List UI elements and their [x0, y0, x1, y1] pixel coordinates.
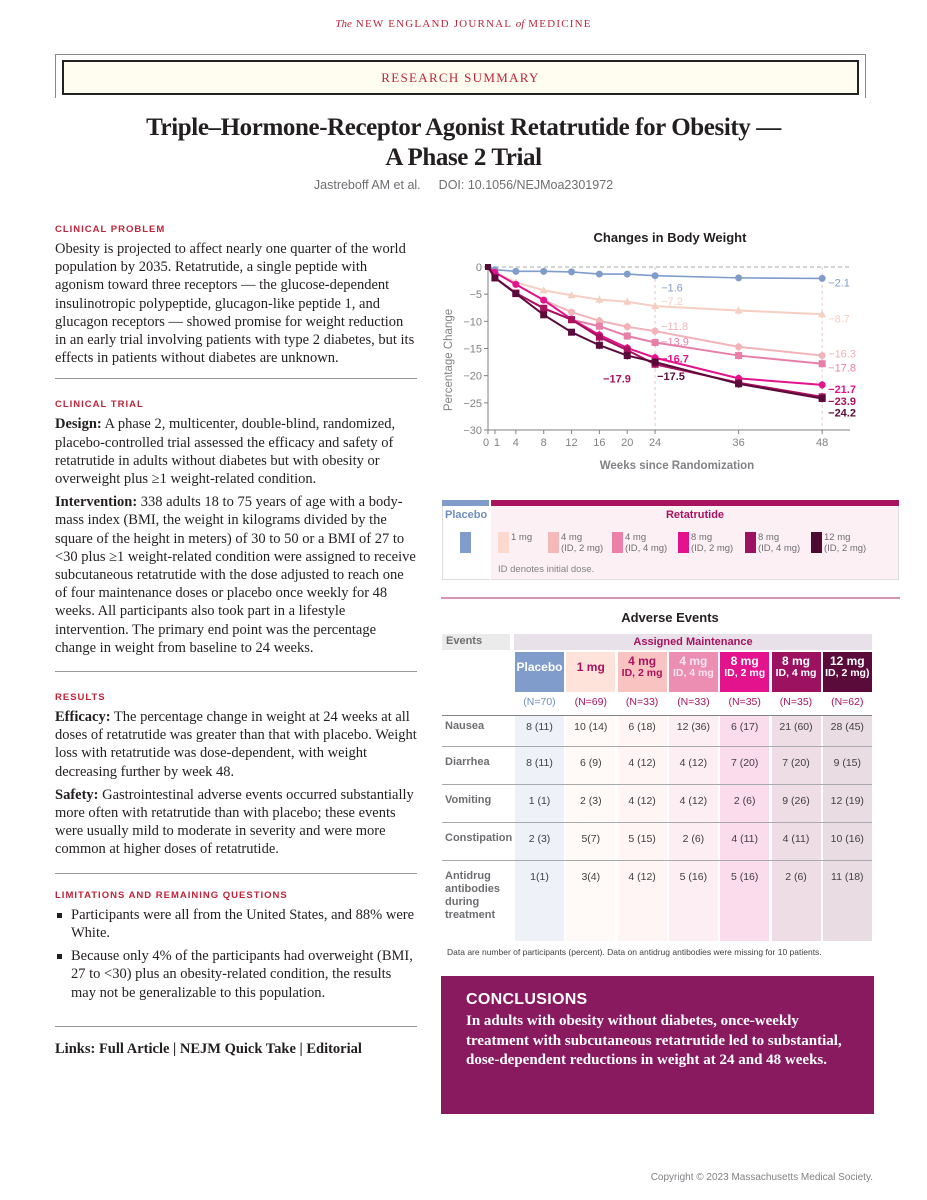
journal-prefix: The: [335, 18, 352, 30]
link-quick-take[interactable]: NEJM Quick Take: [179, 1040, 296, 1057]
data-point: [652, 272, 659, 279]
column-header: [566, 652, 615, 692]
link-editorial[interactable]: Editorial: [306, 1040, 362, 1057]
conclusions-heading: CONCLUSIONS: [466, 991, 588, 1008]
list-item: Because only 4% of the participants had overweight (BMI, 27 to <30) plus an obesity-related condition, the results may not be generalizable to this population.: [55, 947, 417, 1002]
data-point: [540, 305, 547, 312]
x-tick-label: 1: [493, 437, 501, 449]
data-point: [735, 274, 742, 281]
table-cell: 4 (12): [679, 757, 708, 769]
column-header: [669, 652, 718, 692]
legend-dose: 4 mg: [561, 532, 583, 543]
column-initial-dose: ID, 4 mg: [775, 667, 817, 679]
table-cell: 3(4): [581, 871, 601, 883]
data-point: [512, 290, 519, 297]
divider: [55, 873, 417, 874]
legend-item: [612, 532, 667, 554]
legend-initial-dose: (ID, 2 mg): [561, 543, 604, 554]
divider: [55, 378, 417, 379]
table-cell: 10 (14): [574, 721, 608, 733]
data-label: −17.8: [828, 362, 856, 375]
table-cell: 2 (6): [733, 795, 756, 807]
y-tick-label: −30: [463, 425, 482, 437]
y-tick-label: 0: [475, 262, 482, 274]
y-axis-label: Percentage Change: [443, 308, 455, 412]
table-cell: 5 (16): [730, 871, 759, 883]
section-heading: CLINICAL TRIAL: [55, 399, 144, 411]
column-initial-dose: ID, 2 mg: [621, 667, 663, 679]
column-background: [669, 716, 718, 941]
legend-dose: 1 mg: [511, 532, 533, 543]
table-cell: 8 (11): [526, 757, 553, 769]
link-full-article[interactable]: Full Article: [98, 1040, 170, 1057]
table-cell: 6 (9): [580, 757, 602, 769]
data-point: [568, 268, 575, 275]
chart-svg: [440, 225, 900, 485]
data-point: [568, 316, 575, 323]
column-dose: 8 mg: [730, 654, 759, 668]
column-background: [772, 716, 821, 941]
row-divider: [442, 784, 872, 785]
conclusions-text: In adults with obesity without diabetes, once-weekly treatment with subcutaneous retatrutide led to substantial, dose-dependent reductions in weight at 24 and 48 weeks.: [466, 1013, 842, 1068]
legend-swatch: [811, 532, 822, 553]
section-heading: LIMITATIONS AND REMAINING QUESTIONS: [55, 889, 288, 901]
column-dose: 4 mg: [679, 654, 708, 668]
table-cell: 4 (12): [628, 757, 656, 769]
row-divider: [442, 822, 872, 823]
events-column-header: Events: [442, 634, 510, 650]
table-cell: 12 (19): [830, 795, 864, 807]
table-cell: 4 (12): [628, 795, 656, 807]
adverse-events-title: Adverse Events: [621, 610, 719, 625]
table-cell: 9 (26): [782, 795, 810, 807]
column-n: (N=69): [574, 696, 607, 708]
legend-swatch: [678, 532, 689, 553]
legend-item: [678, 532, 733, 554]
data-point: [652, 359, 659, 366]
legend-item-label: [691, 532, 733, 554]
section-heading: CLINICAL PROBLEM: [55, 224, 166, 235]
legend-item-label: [625, 532, 667, 554]
assigned-maintenance-header: Assigned Maintenance: [514, 634, 872, 650]
data-label: −13.9: [661, 336, 689, 349]
legend-initial-dose: (ID, 4 mg): [758, 543, 801, 554]
column-n: (N=33): [625, 696, 659, 708]
legend-dose: 4 mg: [625, 532, 647, 543]
y-tick-label: −20: [463, 370, 482, 383]
clinical-trial-section: [55, 399, 417, 657]
table-cell: 2 (6): [682, 833, 705, 845]
body-weight-chart: [440, 225, 900, 485]
column-header: [772, 652, 821, 692]
data-point: [624, 352, 631, 359]
efficacy-text: The percentage change in weight at 24 weeks at all doses of retatrutide was greater than that with placebo. Weight loss with retatrutide was dose-dependent, with weight decreasing further by week 48.: [55, 709, 417, 780]
column-background: [823, 716, 872, 941]
column-background: [566, 716, 615, 941]
data-point: [540, 297, 547, 304]
table-cell: 8 (11): [526, 721, 553, 733]
clinical-problem-section: [55, 224, 417, 367]
limitations-list: [55, 906, 417, 1002]
table-cell: 11 (18): [831, 871, 864, 883]
journal-name: NEW ENGLAND JOURNAL: [355, 18, 512, 30]
table-cell: 5 (16): [679, 871, 708, 883]
data-label: −16.3: [828, 348, 856, 361]
data-label: −17.9: [603, 373, 631, 386]
left-column: [55, 224, 417, 1058]
row-label: Antidrug antibodies during treatment: [445, 870, 501, 921]
legend-note: ID denotes initial dose.: [498, 564, 595, 575]
column-header: [720, 652, 769, 692]
safety-text: Gastrointestinal adverse events occurred substantially more often with retatrutide than with placebo; these events were usually mild to moderate in severity and were more common at higher doses of retatrutide.: [55, 786, 414, 858]
table-cell: 10 (16): [830, 833, 864, 845]
safety-label: Safety:: [55, 786, 99, 803]
data-point: [512, 268, 519, 275]
row-label: Constipation: [445, 832, 513, 844]
table-cell: 6 (17): [730, 721, 759, 733]
link-separator: |: [299, 1040, 303, 1057]
legend-initial-dose: (ID, 2 mg): [691, 543, 734, 554]
links-row: [55, 1041, 417, 1058]
data-point: [568, 309, 575, 316]
data-point: [596, 323, 603, 330]
x-tick-label: 48: [816, 437, 829, 449]
safety-paragraph: [55, 786, 417, 859]
x-tick-label: 20: [621, 437, 634, 449]
design-paragraph: [55, 415, 417, 488]
journal-suffix: MEDICINE: [528, 18, 592, 30]
data-point: [540, 268, 547, 275]
data-point: [596, 334, 603, 341]
byline: [0, 178, 927, 192]
intervention-label: Intervention:: [55, 494, 138, 511]
data-point: [540, 311, 547, 318]
x-tick-label: 0: [482, 437, 490, 449]
efficacy-paragraph: [55, 708, 417, 781]
data-point: [735, 352, 742, 359]
table-cell: 1 (1): [528, 795, 551, 807]
clinical-problem-text: Obesity is projected to affect nearly one quarter of the world population by 2035. Retatrutide, a single peptide with agonism toward three receptors — the glucose-dependent insulinotropic polypeptide, glucagon-like peptide 1, and glucagon receptors — showed promise for weight reduction in an early trial involving patients with type 2 diabetes, but its effects in patients without diabetes are unknown.: [55, 241, 415, 367]
link-separator: |: [173, 1040, 177, 1057]
title-line-1: Triple–Hormone-Receptor Agonist Retatrutide for Obesity —: [146, 114, 781, 141]
legend-placebo-label: Placebo: [445, 509, 488, 521]
divider: [441, 597, 900, 599]
conclusions-box: [441, 976, 874, 1114]
table-cell: 6 (18): [628, 721, 656, 733]
y-tick-label: −25: [463, 397, 482, 410]
divider: [55, 671, 417, 672]
legend-swatch: [548, 532, 559, 553]
data-label: −23.9: [828, 395, 856, 408]
legend-item: [811, 532, 866, 554]
legend-retatrutide-label: Retatrutide: [665, 509, 725, 521]
row-label: Diarrhea: [445, 756, 490, 768]
title-line-2: A Phase 2 Trial: [385, 144, 542, 171]
column-initial-dose: ID, 2 mg): [825, 667, 870, 679]
legend-item-label: [758, 532, 800, 554]
efficacy-label: Efficacy:: [55, 709, 111, 726]
x-tick-label: 8: [540, 437, 547, 449]
links-label: Links:: [55, 1040, 96, 1057]
column-initial-dose: ID, 4 mg: [672, 667, 714, 679]
x-tick-label: 36: [732, 437, 745, 449]
data-point: [624, 323, 631, 330]
table-cell: 7 (20): [730, 757, 759, 769]
y-tick-label: −10: [463, 316, 482, 329]
row-label: Nausea: [445, 720, 485, 732]
column-n: (N=70): [523, 696, 556, 708]
intervention-text: 338 adults 18 to 75 years of age with a body-mass index (BMI, the weight in kilograms divided by the square of the height in meters) of 30 to 50 or a BMI of 27 to <30 plus ≥1 weight-related condition were assigned to receive subcutaneous retatrutide with the dose adjusted to reach one of four maintenance doses or placebo once weekly for 48 weeks. All participants also took part in a lifestyle intervention. The primary end point was the percentage change in weight from baseline to 24 weeks.: [55, 494, 416, 656]
data-point: [491, 274, 498, 281]
row-label: Vomiting: [445, 794, 492, 806]
journal-masthead: [0, 18, 927, 30]
chart-legend: [442, 500, 899, 580]
legend-item: [498, 532, 532, 553]
table-cell: 7 (20): [782, 757, 810, 769]
x-tick-label: 12: [565, 437, 578, 449]
data-label: −7.2: [661, 296, 683, 309]
data-point: [624, 333, 631, 340]
list-item: Participants were all from the United States, and 88% were White.: [55, 906, 417, 942]
legend-swatch: [612, 532, 623, 553]
table-cell: 4 (11): [782, 833, 810, 845]
legend-item-label: [824, 532, 866, 554]
data-point: [652, 328, 659, 335]
research-summary-banner: RESEARCH SUMMARY: [62, 60, 859, 95]
legend-dose: 12 mg: [824, 532, 851, 543]
column-n: (N=62): [831, 696, 864, 708]
x-tick-label: 4: [512, 437, 519, 449]
data-point: [819, 352, 826, 359]
column-dose: 1 mg: [576, 660, 605, 674]
page-title: [0, 113, 927, 173]
legend-item-label: [561, 532, 603, 554]
column-n: (N=35): [728, 696, 761, 708]
table-cell: 4 (12): [628, 871, 656, 883]
table-cell: 4 (12): [679, 795, 708, 807]
column-n: (N=33): [677, 696, 710, 708]
data-point: [596, 342, 603, 349]
column-header: [823, 652, 872, 692]
row-divider: [442, 746, 872, 747]
data-point: [819, 381, 826, 388]
table-cell: 2 (3): [580, 795, 602, 807]
results-section: [55, 692, 417, 859]
data-point: [735, 380, 742, 387]
data-point: [819, 275, 826, 282]
column-dose: 12 mg: [829, 654, 865, 668]
data-point: [735, 343, 742, 350]
design-text: A phase 2, multicenter, double-blind, randomized, placebo-controlled trial assessed the efficacy and safety of retatrutide in adults without diabetes but with obesity or overweight plus ≥1 weight-related condition.: [55, 416, 396, 488]
authors: Jastreboff AM et al.: [313, 178, 421, 192]
table-footnote: Data are number of participants (percent). Data on antidrug antibodies were missing for 10 patients.: [447, 947, 822, 957]
table-cell: 5 (15): [628, 833, 656, 845]
column-dose: 4 mg: [628, 654, 657, 668]
data-label: −8.7: [828, 313, 850, 326]
data-point: [568, 329, 575, 336]
data-label: −17.5: [657, 371, 685, 384]
y-tick-label: −15: [463, 343, 482, 356]
data-point: [819, 360, 826, 367]
legend-item: [745, 532, 800, 554]
header-divider: [442, 715, 872, 716]
data-point: [596, 271, 603, 278]
row-divider: [442, 860, 872, 861]
limitations-section: [55, 890, 417, 1002]
table-cell: 2 (3): [528, 833, 551, 845]
column-dose: Placebo: [516, 660, 563, 674]
column-header: [618, 652, 667, 692]
x-axis-label: Weeks since Randomization: [599, 460, 755, 472]
journal-of: of: [515, 18, 525, 30]
chart-title: Changes in Body Weight: [593, 230, 747, 245]
copyright: Copyright © 2023 Massachusetts Medical Society.: [650, 1172, 873, 1183]
intervention-paragraph: [55, 493, 417, 657]
data-point: [652, 339, 659, 346]
legend-initial-dose: (ID, 2 mg): [824, 543, 867, 554]
column-background: [618, 716, 667, 941]
legend-initial-dose: (ID, 4 mg): [625, 543, 668, 554]
column-background: [720, 716, 769, 941]
table-cell: 28 (45): [830, 721, 864, 733]
data-label: −24.2: [828, 407, 856, 420]
x-tick-label: 24: [648, 437, 662, 449]
doi[interactable]: DOI: 10.1056/NEJMoa2301972: [438, 178, 614, 192]
table-cell: 1(1): [530, 871, 549, 883]
table-cell: 5(7): [581, 833, 601, 845]
divider: [55, 1026, 417, 1027]
column-header: [515, 652, 564, 692]
column-initial-dose: ID, 2 mg: [724, 667, 766, 679]
table-cell: 2 (6): [785, 871, 807, 883]
legend-swatch: [745, 532, 756, 553]
table-cell: 21 (60): [779, 721, 813, 733]
table-cell: 4 (11): [731, 833, 759, 845]
section-heading: RESULTS: [55, 692, 106, 704]
table-cell: 9 (15): [833, 757, 862, 769]
data-point: [819, 395, 826, 402]
legend-item-label: [511, 532, 532, 553]
data-label: −21.7: [828, 383, 856, 396]
legend-swatch-placebo: [460, 532, 471, 553]
data-point: [624, 271, 631, 278]
column-n: (N=35): [779, 696, 813, 708]
data-point: [485, 264, 491, 270]
legend-item: [548, 532, 603, 554]
design-label: Design:: [55, 416, 102, 433]
legend-dose: 8 mg: [691, 532, 713, 543]
x-tick-label: 16: [593, 437, 606, 449]
table-cell: 12 (36): [676, 721, 711, 733]
data-label: −16.7: [661, 353, 689, 366]
data-label: −1.6: [661, 282, 683, 295]
data-label: −11.8: [661, 321, 689, 334]
column-dose: 8 mg: [781, 654, 810, 668]
data-point: [512, 281, 519, 288]
y-tick-label: −5: [469, 289, 482, 302]
legend-swatch: [498, 532, 509, 553]
column-background: [515, 716, 564, 941]
data-label: −2.1: [828, 277, 850, 290]
legend-dose: 8 mg: [758, 532, 780, 543]
